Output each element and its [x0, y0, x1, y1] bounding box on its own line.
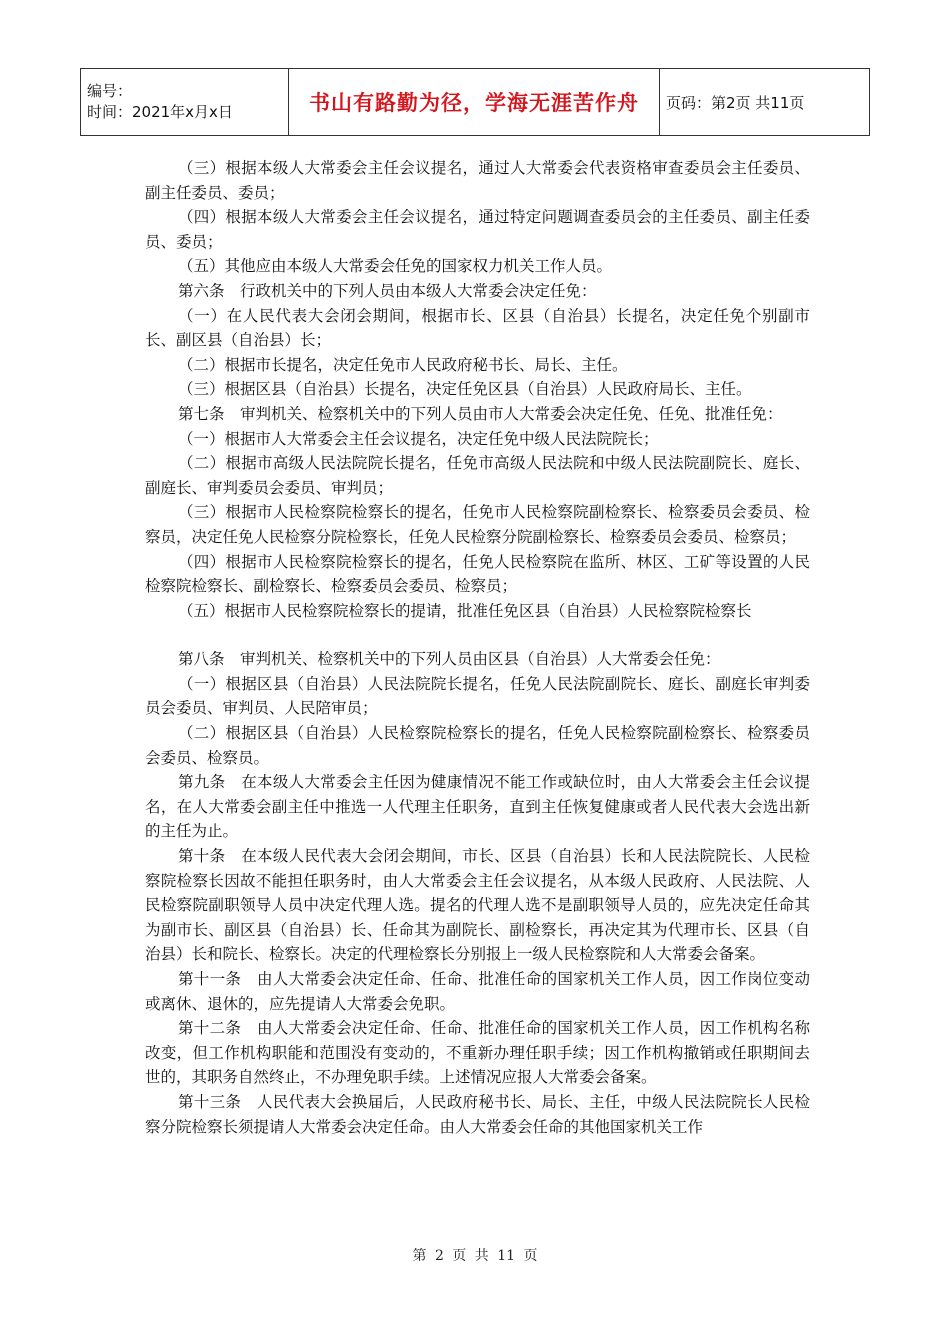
document-body: [145, 156, 810, 1139]
paragraph: （四）根据市人民检察院检察长的提名，任免人民检察院在监所、林区、工矿等设置的人民检察院检察长、副检察长、检察委员会委员、检察员；: [145, 552, 810, 596]
paragraph: （二）根据区县（自治县）人民检察院检察长的提名，任免人民检察院副检察长、检察委员会委员、检察员。: [145, 724, 810, 767]
article-13: 第十三条 人民代表大会换届后，人民政府秘书长、局长、主任，中级人民法院院长人民检察分院检察长须提请人大常委会决定任命。由人大常委会任命的其他国家机关工作: [145, 1092, 810, 1136]
paragraph: （三）根据本级人大常委会主任会议提名，通过人大常委会代表资格审查委员会主任委员、副主任委员、委员；: [145, 159, 810, 202]
paragraph: （一）根据区县（自治县）人民法院院长提名，任免人民法院副院长、庭长、副庭长审判委员会委员、审判员、人民陪审员；: [145, 674, 810, 718]
article-10: 第十条 在本级人民代表大会闭会期间，市长、区县（自治县）长和人民法院院长、人民检察院检察长因故不能担任职务时，由人大常委会主任会议提名，从本级人民政府、人民法院、人民检察院副职领导人员中决定代理人选。提名的代理人选不是副职领导人员的，应先决定任命其为副市长、副区县（自治县）长、任命其为副院长、副检察长，再决定其为代理市长、区县（自治县）长和院长、检察长。决定的代理检察长分别报上一级人民检察院和人大常委会备案。: [145, 847, 810, 964]
paragraph: （一）根据市人大常委会主任会议提名，决定任免中级人民法院院长；: [178, 429, 659, 448]
document-number-label: 编号：: [87, 82, 133, 100]
article-11: 第十一条 由人大常委会决定任命、任命、批准任命的国家机关工作人员，因工作岗位变动或离休、退休的，应先提请人大常委会免职。: [145, 970, 810, 1013]
paragraph: （三）根据市人民检察院检察长的提名，任免市人民检察院副检察长、检察委员会委员、检察员，决定任免人民检察分院检察长，任免人民检察分院副检察长、检察委员会委员、检察员；: [145, 503, 810, 546]
paragraph: （一）在人民代表大会闭会期间，根据市长、区县（自治县）长提名，决定任免个别副市长、副区县（自治县）长；: [145, 306, 810, 350]
paragraph: （五）其他应由本级人大常委会任免的国家权力机关工作人员。: [178, 257, 613, 276]
header-motto: 书山有路勤为径，学海无涯苦作舟: [289, 69, 660, 136]
article-12: 第十二条 由人大常委会决定任命、任命、批准任命的国家机关工作人员，因工作机构名称改变，但工作机构职能和范围没有变动的，不重新办理任职手续；因工作机构撤销或任职期间去世的，其职务自然终止，不办理免职手续。上述情况应报人大常委会备案。: [145, 1019, 810, 1087]
paragraph: （二）根据市高级人民法院院长提名，任免市高级人民法院和中级人民法院副院长、庭长、副庭长、审判委员会委员、审判员；: [145, 454, 810, 497]
paragraph: （二）根据市长提名，决定任免市人民政府秘书长、局长、主任。: [178, 355, 628, 374]
document-date: 时间：2021年x月x日: [87, 103, 233, 121]
paragraph: （四）根据本级人大常委会主任会议提名，通过特定问题调查委员会的主任委员、副主任委员、委员；: [145, 208, 810, 251]
paragraph: （五）根据市人民检察院检察长的提请，批准任免区县（自治县）人民检察院检察长: [178, 601, 752, 620]
page-footer: 第 2 页 共 11 页: [412, 1248, 538, 1264]
article-heading-7: 第七条 审判机关、检察机关中的下列人员由市人大常委会决定任免、任免、批准任免：: [178, 404, 783, 423]
paragraph: （三）根据区县（自治县）长提名，决定任免区县（自治县）人民政府局长、主任。: [178, 380, 752, 399]
article-heading-8: 第八条 审判机关、检察机关中的下列人员由区县（自治县）人大常委会任免：: [178, 650, 721, 669]
document-header: [80, 68, 870, 136]
header-page-info: 页码：第2页 共11页: [660, 69, 870, 136]
header-meta-cell: [81, 69, 289, 136]
article-9: 第九条 在本级人大常委会主任因为健康情况不能工作或缺位时，由人大常委会主任会议提名，在人大常委会副主任中推选一人代理主任职务，直到主任恢复健康或者人民代表大会选出新的主任为止。: [145, 773, 810, 841]
article-heading-6: 第六条 行政机关中的下列人员由本级人大常委会决定任免：: [178, 281, 597, 300]
